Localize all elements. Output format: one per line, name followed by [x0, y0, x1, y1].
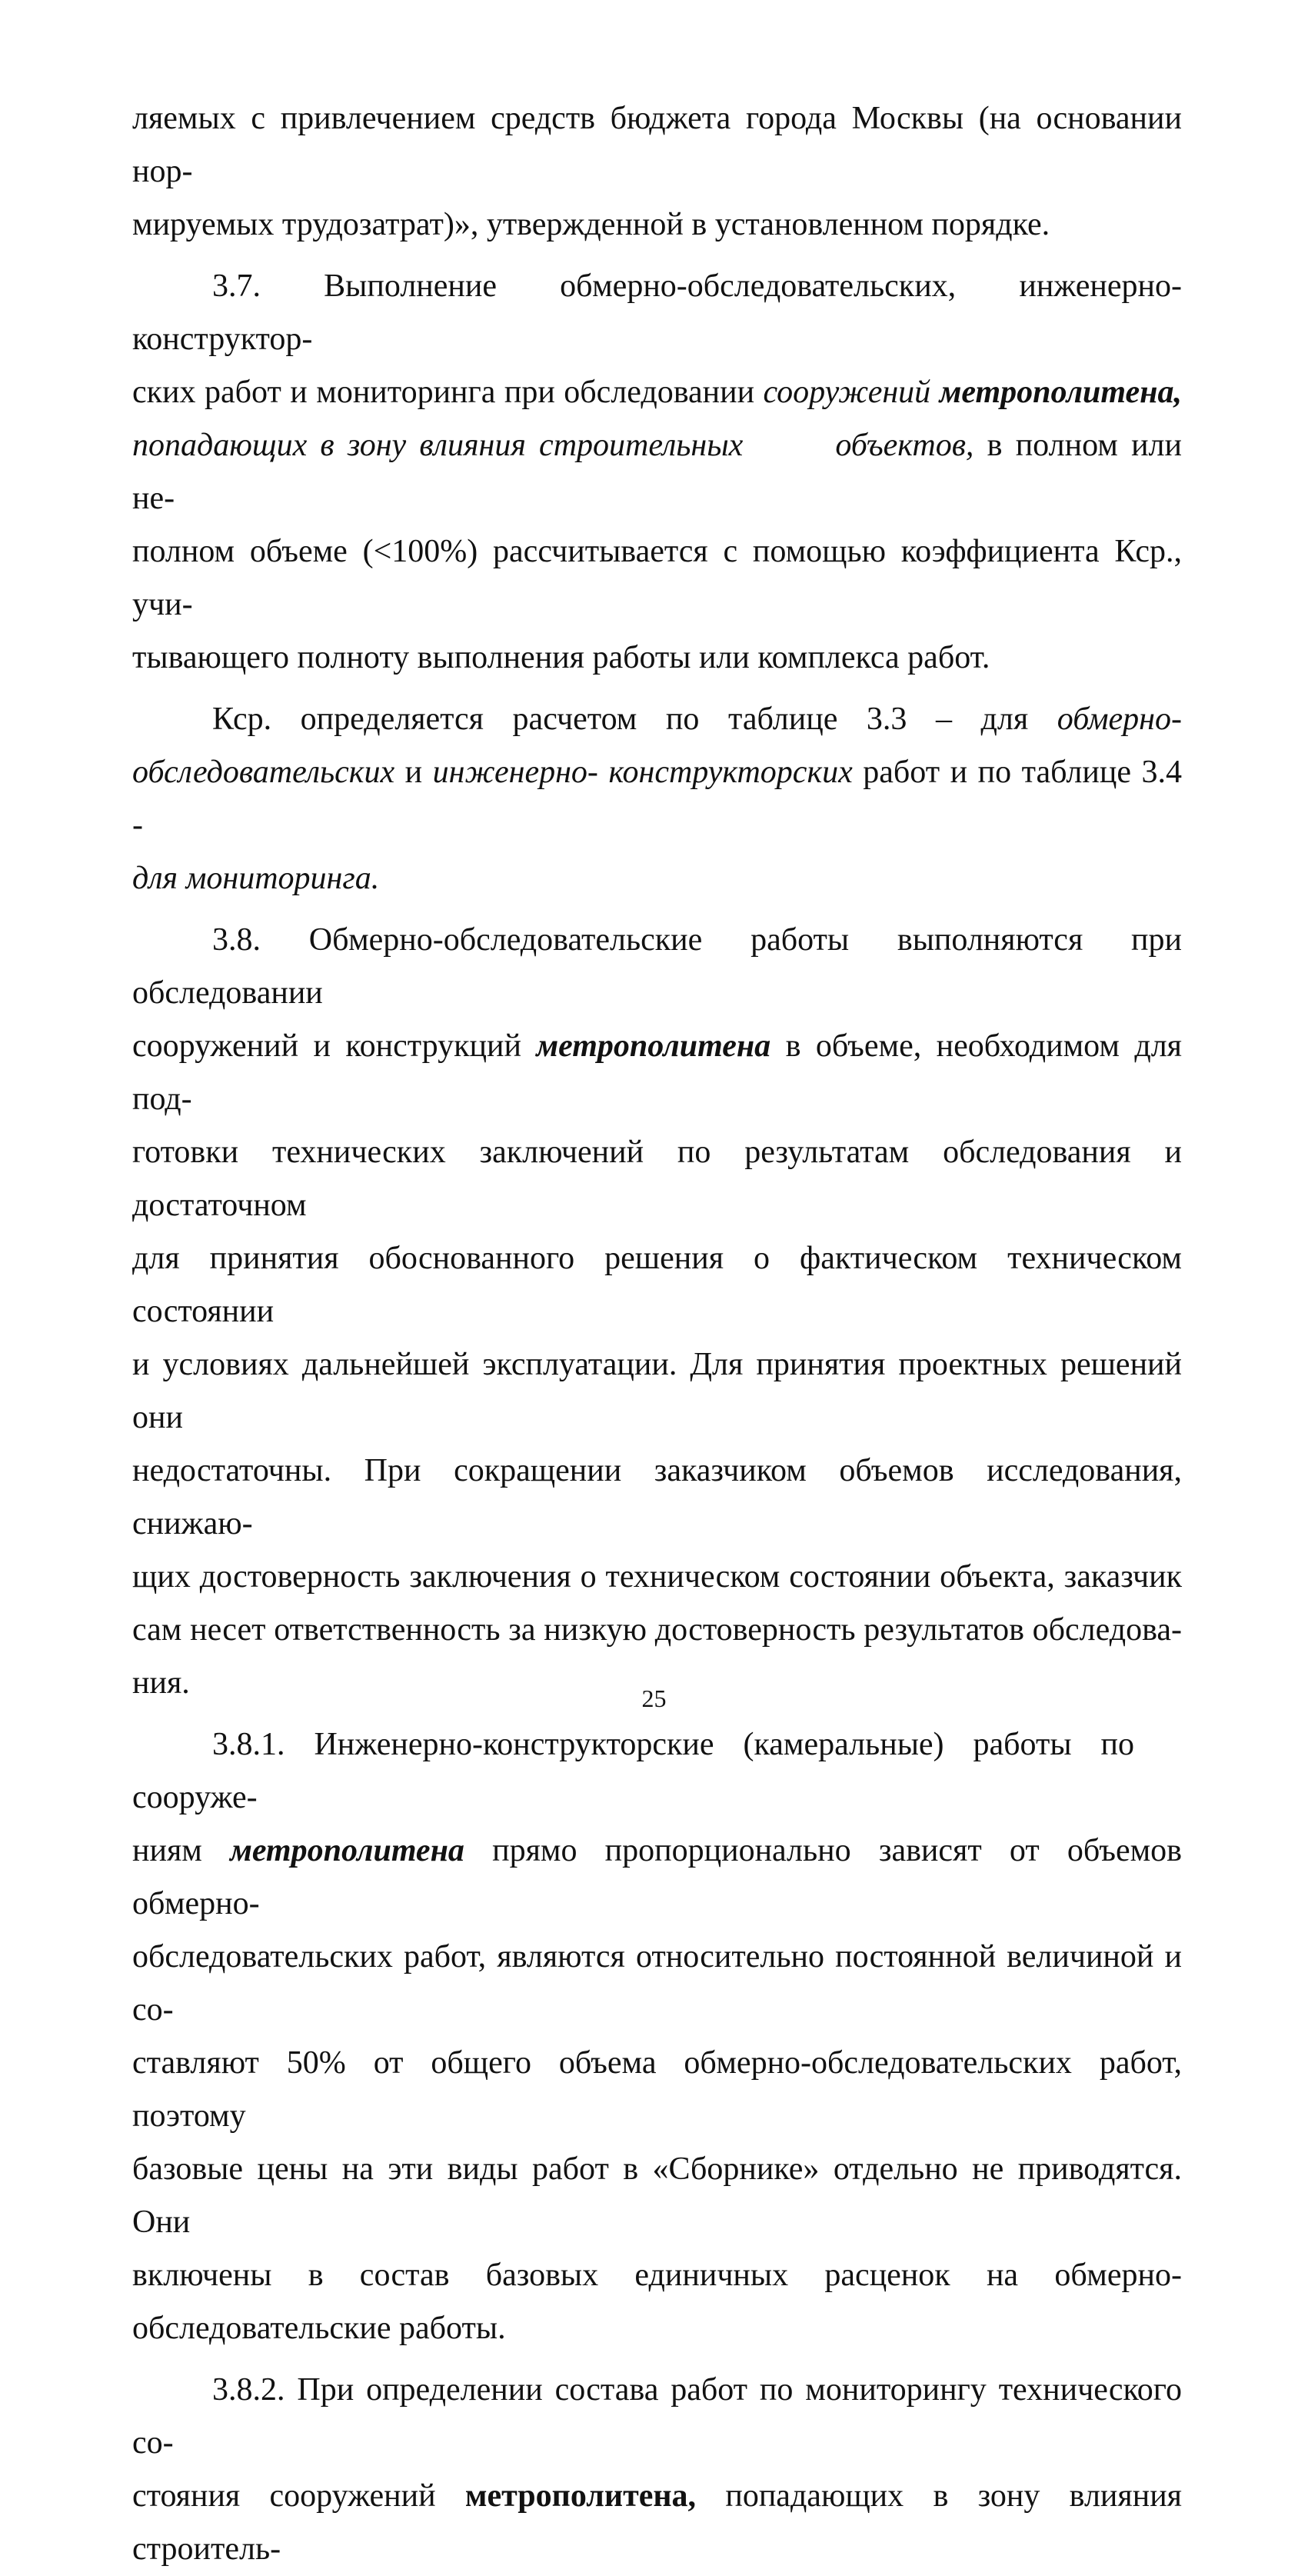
text-line: готовки технических заключений по результатам обследования и достаточном	[132, 1135, 1182, 1223]
text-line: обследовательских и инженерно- конструкторских работ и по таблице 3.4 -	[132, 755, 1182, 843]
text-line: включены в состав базовых единичных расценок на обмерно-	[132, 2258, 1182, 2293]
text-line: ниям метрополитена прямо пропорционально зависят от объемов обмерно-	[132, 1833, 1182, 1921]
text-line: сооружений и конструкций метрополитена в объеме, необходимом для под-	[132, 1028, 1182, 1117]
text-line: щих достоверность заключения о техническом состоянии объекта, заказчик	[132, 1559, 1182, 1595]
text-line: обследовательские работы.	[132, 2311, 506, 2346]
text-line: ляемых с привлечением средств бюджета города Москвы (на основании нор-	[132, 101, 1182, 189]
text-line: ния.	[132, 1665, 190, 1701]
text-line: 3.8.1. Инженерно-конструкторские (камеральные) работы посооруже-	[132, 1727, 1134, 1815]
document-page	[132, 92, 1182, 2576]
text-line: 3.8.2. При определении состава работ по мониторингу технического со-	[132, 2372, 1182, 2461]
paragraph-ksr	[132, 693, 1182, 905]
text-line: полном объеме (<100%) рассчитывается с помощью коэффициента Кср., учи-	[132, 534, 1182, 622]
text-line: сам несет ответственность за низкую достоверность результатов обследова-	[132, 1612, 1182, 1648]
text-line: базовые цены на эти виды работ в «Сборнике» отдельно не приводятся. Они	[132, 2151, 1182, 2240]
text-line: для мониторинга.	[132, 861, 380, 896]
paragraph-3-7	[132, 260, 1182, 685]
paragraph-3-8	[132, 914, 1182, 1710]
text-line: ских работ и мониторинга при обследовании сооружений метрополитена,	[132, 375, 1182, 410]
text-line: 3.7. Выполнение обмерно-обследовательских, инженерно- конструктор-	[132, 268, 1182, 357]
text-line: недостаточны. При сокращении заказчиком объемов исследования, снижаю-	[132, 1453, 1182, 1541]
page-number: 25	[641, 1685, 667, 1712]
text-line: ставляют 50% от общего объема обмерно-обследовательских работ, поэтому	[132, 2045, 1182, 2134]
text-line: Кср. определяется расчетом по таблице 3.3 – для обмерно-	[212, 701, 1182, 737]
text-line: попадающих в зону влияния строительных объектов, в полном или не-	[132, 428, 1182, 516]
paragraph-3-8-1	[132, 1718, 1182, 2355]
text-line: стояния сооружений метрополитена, попадающих в зону влияния строитель-	[132, 2478, 1182, 2567]
paragraph-continuation	[132, 92, 1182, 252]
text-line: мируемых трудозатрат)», утвержденной в установленном порядке.	[132, 207, 1050, 242]
text-line: для принятия обоснованного решения о фактическом техническом состоянии	[132, 1241, 1182, 1329]
text-line: тывающего полноту выполнения работы или комплекса работ.	[132, 640, 990, 675]
text-line: обследовательских работ, являются относительно постоянной величиной и со-	[132, 1939, 1182, 2028]
paragraph-3-8-2	[132, 2364, 1182, 2576]
text-line: и условиях дальнейшей эксплуатации. Для принятия проектных решений они	[132, 1347, 1182, 1435]
text-line: 3.8. Обмерно-обследовательские работы выполняются при обследовании	[132, 922, 1182, 1011]
